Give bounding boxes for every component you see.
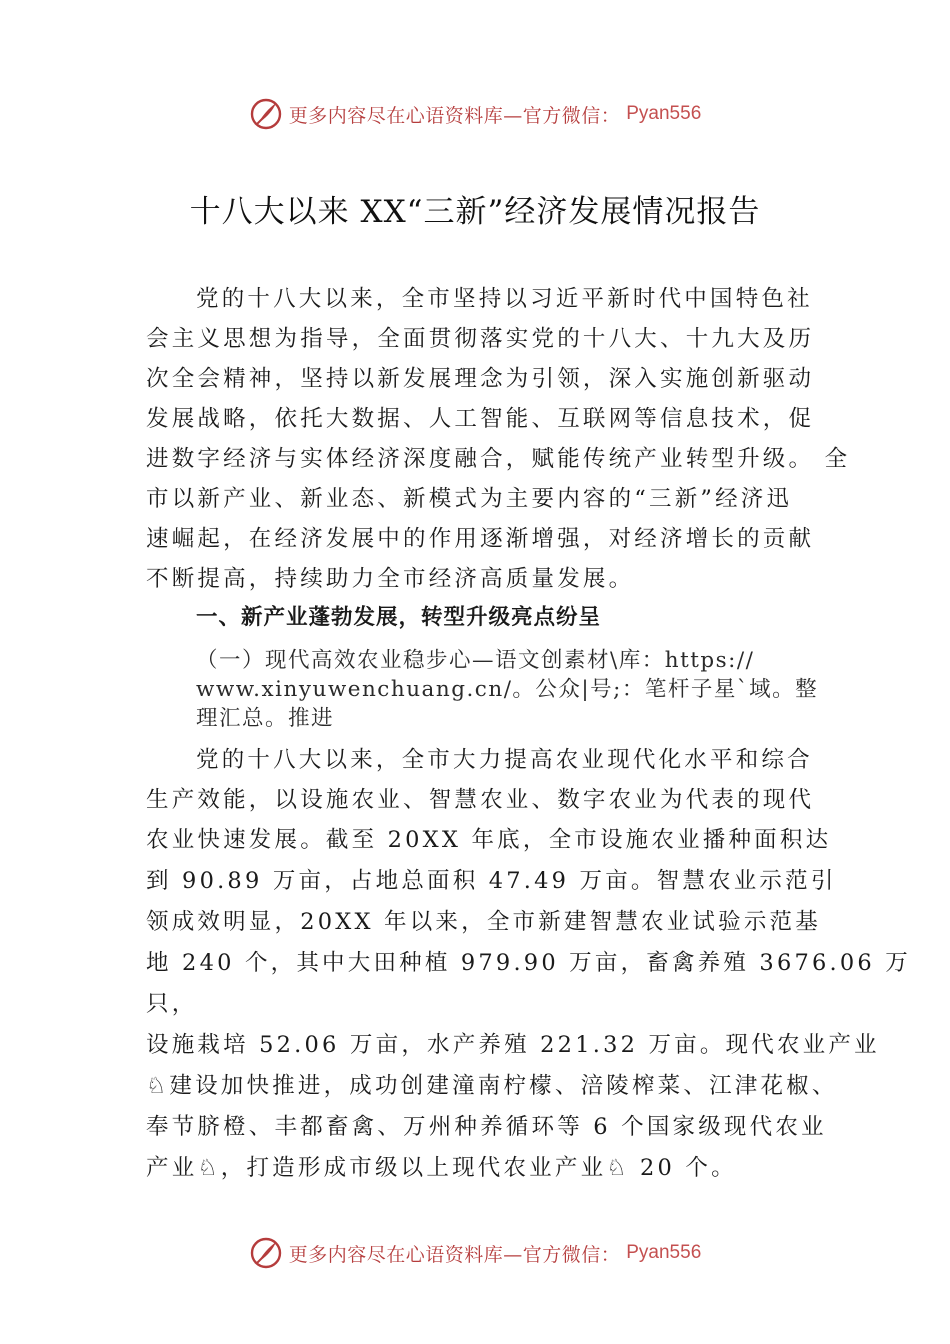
subsection-heading-line: （一）现代高效农业稳步心—语文创素材\库：https:// [196,648,755,673]
body-line: 生产效能，以设施农业、智慧农业、数字农业为代表的现代 [146,787,815,813]
body-line: 党的十八大以来，全市大力提高农业现代化水平和综合 [196,747,813,773]
intro-line: 不断提高，持续助力全市经济高质量发展。 [146,566,635,592]
body-line: 领成效明显，20XX 年以来，全市新建智慧农业试验示范基 [146,909,821,935]
intro-line: 发展战略，依托大数据、人工智能、互联网等信息技术，促 [146,406,815,432]
subsection-heading-line: 理汇总。推进 [196,706,335,731]
body-line: 到 90.89 万亩，占地总面积 47.49 万亩。智慧农业示范引 [146,868,837,894]
body-line: ♘建设加快推进，成功创建潼南柠檬、涪陵榨菜、江津花椒、 [146,1073,838,1099]
body-line: 设施栽培 52.06 万亩，水产养殖 221.32 万亩。现代农业产业 [146,1032,880,1058]
intro-line: 次全会精神，坚持以新发展理念为引领，深入实施创新驱动 [146,366,815,392]
section-heading: 一、新产业蓬勃发展，转型升级亮点纷呈 [196,605,602,630]
quill-logo-icon [249,97,283,131]
quill-logo-icon [249,1236,283,1270]
body-line: 奉节脐橙、丰都畜禽、万州种养循环等 6 个国家级现代农业 [146,1114,827,1140]
intro-line: 进数字经济与实体经济深度融合，赋能传统产业转型升级。 全 [146,446,851,472]
document-title: 十八大以来 XX“三新”经济发展情况报告 [189,194,761,230]
watermark-banner-bottom [0,1233,950,1273]
body-line: 地 240 个，其中大田种植 979.90 万亩，畜禽养殖 3676.06 万 [146,950,911,976]
intro-line: 速崛起，在经济发展中的作用逐渐增强，对经济增长的贡献 [146,526,815,552]
body-line: 农业快速发展。截至 20XX 年底，全市设施农业播种面积达 [146,827,832,853]
watermark-wechat-id: Pyan556 [626,103,702,124]
watermark-wechat-id: Pyan556 [626,1242,702,1263]
body-line: 只， [146,991,198,1017]
subsection-heading-line: www.xinyuwenchuang.cn/。公众|号;：笔杆子星`域。整 [196,677,819,702]
watermark-text: 更多内容尽在心语资料库—官方微信： [288,1243,621,1266]
body-line: 产业♘，打造形成市级以上现代农业产业♘ 20 个。 [146,1155,737,1181]
intro-line: 会主义思想为指导，全面贯彻落实党的十八大、十九大及历 [146,326,815,352]
intro-line: 市以新产业、新业态、新模式为主要内容的“三新”经济迅 [146,486,793,512]
intro-line: 党的十八大以来，全市坚持以习近平新时代中国特色社 [196,286,813,312]
watermark-text: 更多内容尽在心语资料库—官方微信： [288,104,621,127]
watermark-banner-top [0,94,950,134]
